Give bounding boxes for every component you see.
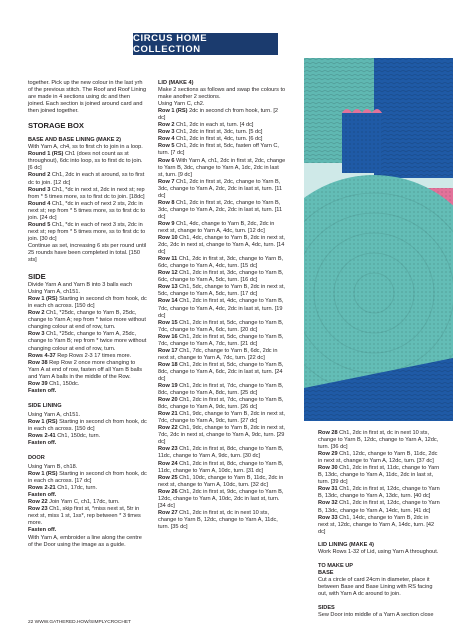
instruction-line: With Yarn A, embroider a line along the centre of the Door using the image as a guide. bbox=[28, 534, 142, 548]
instruction-line: Row 13 Ch1, 5dc, change to Yarn B, 2dc in next st, 5dc, change to Yarn A, 5dc, turn. [17 dc] bbox=[158, 284, 285, 298]
instruction-line: Row 39 Ch1, 150dc. bbox=[28, 380, 80, 387]
column-right bbox=[318, 430, 440, 619]
instruction-line: Row 11 Ch1, 2dc in first st, 3dc, change to Yarn B, 6dc, change to Yarn A, 4dc, turn. [15 dc] bbox=[158, 256, 284, 270]
side-instructions bbox=[28, 282, 148, 395]
lid-intro: Make 2 sections as follows and swap the colours to make another 2 sections. bbox=[158, 87, 286, 101]
lid-lining-text: Work Rows 1-32 of Lid, using Yarn A throughout. bbox=[318, 548, 439, 555]
instruction-line: Row 2 Ch1, *25dc, change to Yarn B, 25dc, change to Yarn A; rep from * twice more without changing colour at end of row, turn. bbox=[28, 310, 146, 331]
instruction-line: Row 26 Ch1, 2dc in first st, 9dc, change to Yarn B, 12dc, change to Yarn A, 10dc, 2dc in last st, turn. [34 dc] bbox=[158, 488, 284, 509]
instruction-line: Fasten off. bbox=[28, 387, 57, 394]
instruction-line: Row 29 Ch1, 12dc, change to Yarn B, 11dc, 2dc in next st, change to Yarn A, 12dc, turn. [37 dc] bbox=[318, 451, 438, 465]
instruction-line: Using Yarn A, ch151. bbox=[28, 289, 81, 296]
intro-paragraph: together. Pick up the new colour in the last yrh of the previous stitch. The Roof and Roof Lining are made in 4 sections using dc and then joined. Each section is joined around card and then joined together. bbox=[28, 80, 147, 115]
heading-lid: LID (MAKE 4) bbox=[158, 80, 194, 86]
instruction-line: Row 27 Ch1, 2dc in first st, dc in next 10 sts, change to Yarn B, 12dc, change to Yarn A, 11dc, turn. [35 dc] bbox=[158, 509, 278, 530]
instruction-line: With Yarn A, ch4, ss to first ch to join in a loop. bbox=[28, 144, 143, 151]
instruction-line: Row 1 (RS) Starting in second ch from hook, dc in each ch across. [17 dc] bbox=[28, 471, 147, 485]
instruction-line: Row 18 Ch1, 2dc in first st, 5dc, change to Yarn B, 8dc, change to Yarn A, 6dc, 2dc in last st, turn. [24 dc] bbox=[158, 361, 284, 382]
heading-make-up-base: BASE bbox=[318, 569, 334, 576]
instruction-line: Round 5 Ch1, *dc in each of next 3 sts, 2dc in next st; rep from * 5 times more, ss to first dc to join. [30 dc] bbox=[28, 221, 146, 242]
door-instructions bbox=[28, 464, 148, 549]
instruction-line: Round 2 Ch1, 2dc in each st around, ss to first dc to join. [12 dc] bbox=[28, 172, 145, 186]
heading-lid-lining: LID LINING (MAKE 4) bbox=[318, 541, 374, 548]
instruction-line: Row 33 Ch1, 14dc, change to Yarn B, 2dc in next st, 12dc, change to Yarn A, 14dc, turn. [42 dc] bbox=[318, 514, 435, 535]
lid-instructions bbox=[158, 101, 286, 531]
instruction-line: Row 10 Ch1, 4dc, change to Yarn B, 2dc in next st, 2dc, 2dc in next st, change to Yarn A, 4dc, turn. [14 dc] bbox=[158, 235, 285, 256]
instruction-line: Fasten off. bbox=[28, 492, 57, 499]
instruction-line: Row 15 Ch1, 2dc in first st, 5dc, change to Yarn B, 7dc, change to Yarn A, 6dc, turn. [20 dc] bbox=[158, 319, 284, 333]
lid-continued-instructions bbox=[318, 430, 440, 536]
instruction-line: Row 25 Ch1, 10dc, change to Yarn B, 11dc, 2dc in next st, change to Yarn A, 10dc, turn. [32 dc] bbox=[158, 474, 284, 488]
base-instructions bbox=[28, 144, 148, 264]
heading-door: DOOR bbox=[28, 455, 45, 462]
instruction-line: Row 30 Ch1, 2dc in first st, 11dc, change to Yarn B, 13dc, change to Yarn A, 11dc, 2dc in last st, turn. [39 dc] bbox=[318, 465, 440, 486]
heading-side: SIDE bbox=[28, 272, 46, 282]
instruction-line: Row 7 Ch1, 2dc in first st, 2dc, change to Yarn B, 3dc, change to Yarn A, 2dc, 2dc in last st, turn. [11 dc] bbox=[158, 178, 283, 199]
banner-title: CIRCUS HOME COLLECTION bbox=[133, 33, 208, 55]
instruction-line: Fasten off. bbox=[28, 440, 57, 447]
instruction-line: Rows 4-37 Rep Rows 2-3 17 times more. bbox=[28, 352, 132, 359]
instruction-line: Row 16 Ch1, 2dc in first st, 5dc, change to Yarn B, 7dc, change to Yarn A, 7dc, turn. [21 dc] bbox=[158, 333, 284, 347]
heading-side-lining: SIDE LINING bbox=[28, 402, 62, 409]
instruction-line: Round 3 Ch1, *dc in next st, 2dc in next st; rep from * 5 times more, ss to first dc to join. [18dc] bbox=[28, 186, 145, 200]
heading-sides: SIDES bbox=[318, 605, 335, 612]
column-middle bbox=[158, 80, 286, 531]
instruction-line: Row 28 Ch1, 2dc in first st, dc in next 10 sts, change to Yarn B, 12dc, change to Yarn A, 12dc, turn. [36 dc] bbox=[318, 430, 439, 451]
instruction-line: Row 21 Ch1, 9dc, change to Yarn B, 2dc in next st, 7dc, change to Yarn A, 9dc, turn. [27 dc] bbox=[158, 411, 285, 425]
column-left bbox=[28, 80, 148, 549]
instruction-line: Row 3 Ch1, 2dc in first st, 3dc, turn. [5 dc] bbox=[158, 129, 263, 136]
instruction-line: Row 2 Ch1, 2dc in each st, turn. [4 dc] bbox=[158, 122, 254, 129]
instruction-line: Row 5 Ch1, 2dc in first st, 5dc, fasten off Yarn C, turn. [7 dc] bbox=[158, 143, 279, 157]
make-up-base-text: Cut a circle of card 24cm in diameter, place it between Base and Base Lining with RS facing out, with Yarn A dc around to join. bbox=[318, 576, 433, 597]
instruction-line: Row 1 (RS) 2dc in second ch from hook, turn. [2 dc] bbox=[158, 108, 279, 122]
instruction-line: Row 38 Rep Row 2 once more changing to Yarn A at end of row, fasten off all Yarn B balls and Yarn A balls in the middle of the Row. bbox=[28, 359, 143, 380]
instruction-line: Row 23 Ch1, 2dc in first st, 8dc, change to Yarn B, 11dc, change to Yarn A, 9dc, turn. [30 dc] bbox=[158, 446, 284, 460]
instruction-line: Rows 2-21 Ch1, 17dc, turn. bbox=[28, 485, 98, 492]
instruction-line: Row 9 Ch1, 4dc, change to Yarn B, 2dc, 2dc in next st, change to Yarn A, 4dc, turn. [12 dc] bbox=[158, 220, 275, 234]
instruction-line: Row 4 Ch1, 2dc in first st, 4dc, turn. [6 dc] bbox=[158, 136, 263, 143]
instruction-line: Row 19 Ch1, 2dc in first st, 7dc, change to Yarn B, 8dc, change to Yarn A, 8dc, turn. [25 dc] bbox=[158, 383, 284, 397]
instruction-line: Row 22 Join Yarn C, ch1, 17dc, turn. bbox=[28, 499, 120, 506]
instruction-line: Row 12 Ch1, 2dc in first st, 3dc, change to Yarn B, 6dc, change to Yarn A, 5dc, turn. [16 dc] bbox=[158, 270, 284, 284]
sides-text: Sew Door into middle of a Yarn A section close bbox=[318, 612, 434, 619]
instruction-line: Round 4 Ch1, *dc in each of next 2 sts, 2dc in next st; rep from * 5 times more, ss to first dc to join. [24 dc] bbox=[28, 200, 146, 221]
instruction-line: Row 22 Ch1, 9dc, change to Yarn B, 2dc in next st, 7dc, 2dc in next st, change to Yarn A, 9dc, turn. [29 dc] bbox=[158, 425, 285, 446]
instruction-line: Row 14 Ch1, 2dc in first st, 4dc, change to Yarn B, 7dc, change to Yarn A, 4dc, 2dc in last st, turn. [19 dc] bbox=[158, 298, 284, 319]
instruction-line: Row 17 Ch1, 7dc, change to Yarn B, 6dc, 2dc in next st, change to Yarn A, 7dc, turn. [22 dc] bbox=[158, 347, 278, 361]
page-footer: 22 WWW.GATHERED.HOW/SIMPLYCROCHET bbox=[28, 620, 131, 625]
instruction-line: Row 1 (RS) Starting in second ch from hook, dc in each ch across. [150 dc] bbox=[28, 296, 147, 310]
instruction-line: Row 6 With Yarn A, ch1, 2dc in first st, 2dc, change to Yarn B, 3dc, change to Yarn A, 1dc, 2dc in last st, turn. [9 dc] bbox=[158, 157, 286, 178]
instruction-line: Row 3 Ch1, *25dc, change to Yarn A, 25dc, change to Yarn B; rep from * twice more without changing colour at end of row, turn. bbox=[28, 331, 147, 352]
instruction-line: Divide Yarn A and Yarn B into 3 balls each bbox=[28, 282, 133, 289]
instruction-line: Row 20 Ch1, 2dc in first st, 7dc, change to Yarn B, 8dc, change to Yarn A, 9dc, turn. [26 dc] bbox=[158, 397, 284, 411]
instruction-line: Using Yarn B, ch18. bbox=[28, 464, 78, 471]
heading-to-make-up: TO MAKE UP bbox=[318, 562, 354, 569]
heading-storage-box: STORAGE BOX bbox=[28, 121, 84, 131]
collection-banner bbox=[133, 33, 278, 55]
instruction-line: Round 1 (RS) Ch1 (does not count as st throughout), 6dc into loop, ss to first dc to join. [6 dc] bbox=[28, 151, 143, 172]
instruction-line: Row 8 Ch1, 2dc in first st, 2dc, change to Yarn B, 3dc, change to Yarn A, 2dc, 2dc in last st, turn. [11 dc] bbox=[158, 199, 283, 220]
instruction-line: Row 24 Ch1, 2dc in first st, 8dc, change to Yarn B, 11dc, change to Yarn A, 10dc, turn. [31 dc] bbox=[158, 460, 284, 474]
heading-base-lining: BASE AND BASE LINING (MAKE 2) bbox=[28, 137, 122, 144]
instruction-line: Fasten off. bbox=[28, 527, 57, 534]
instruction-line: Using Yarn A, ch151. bbox=[28, 411, 81, 418]
instruction-line: Rows 2-41 Ch1, 150dc, turn. bbox=[28, 432, 101, 439]
side-lining-instructions bbox=[28, 412, 148, 447]
instruction-line: Using Yarn C, ch2. bbox=[158, 101, 205, 108]
instruction-line: Row 32 Ch1, 2dc in first st, 12dc, change to Yarn B, 13dc, change to Yarn A, 14dc, turn. [41 dc] bbox=[318, 500, 440, 514]
instruction-line: Row 23 Ch1, skip first st, *miss next st, 5tr in next st, miss 1 st, 1ss*, rep between * 3 times more. bbox=[28, 506, 141, 527]
instruction-line: Continue as set, increasing 6 sts per round until 25 rounds have been completed in total. [150 sts] bbox=[28, 242, 147, 264]
instruction-line: Row 1 (RS) Starting in second ch from hook, dc in each ch across. [150 dc] bbox=[28, 418, 147, 432]
instruction-line: Row 31 Ch1, 2dc in first st, 12dc, change to Yarn B, 13dc, change to Yarn A, 13dc, turn. [40 dc] bbox=[318, 486, 440, 500]
crochet-photo bbox=[304, 58, 453, 421]
